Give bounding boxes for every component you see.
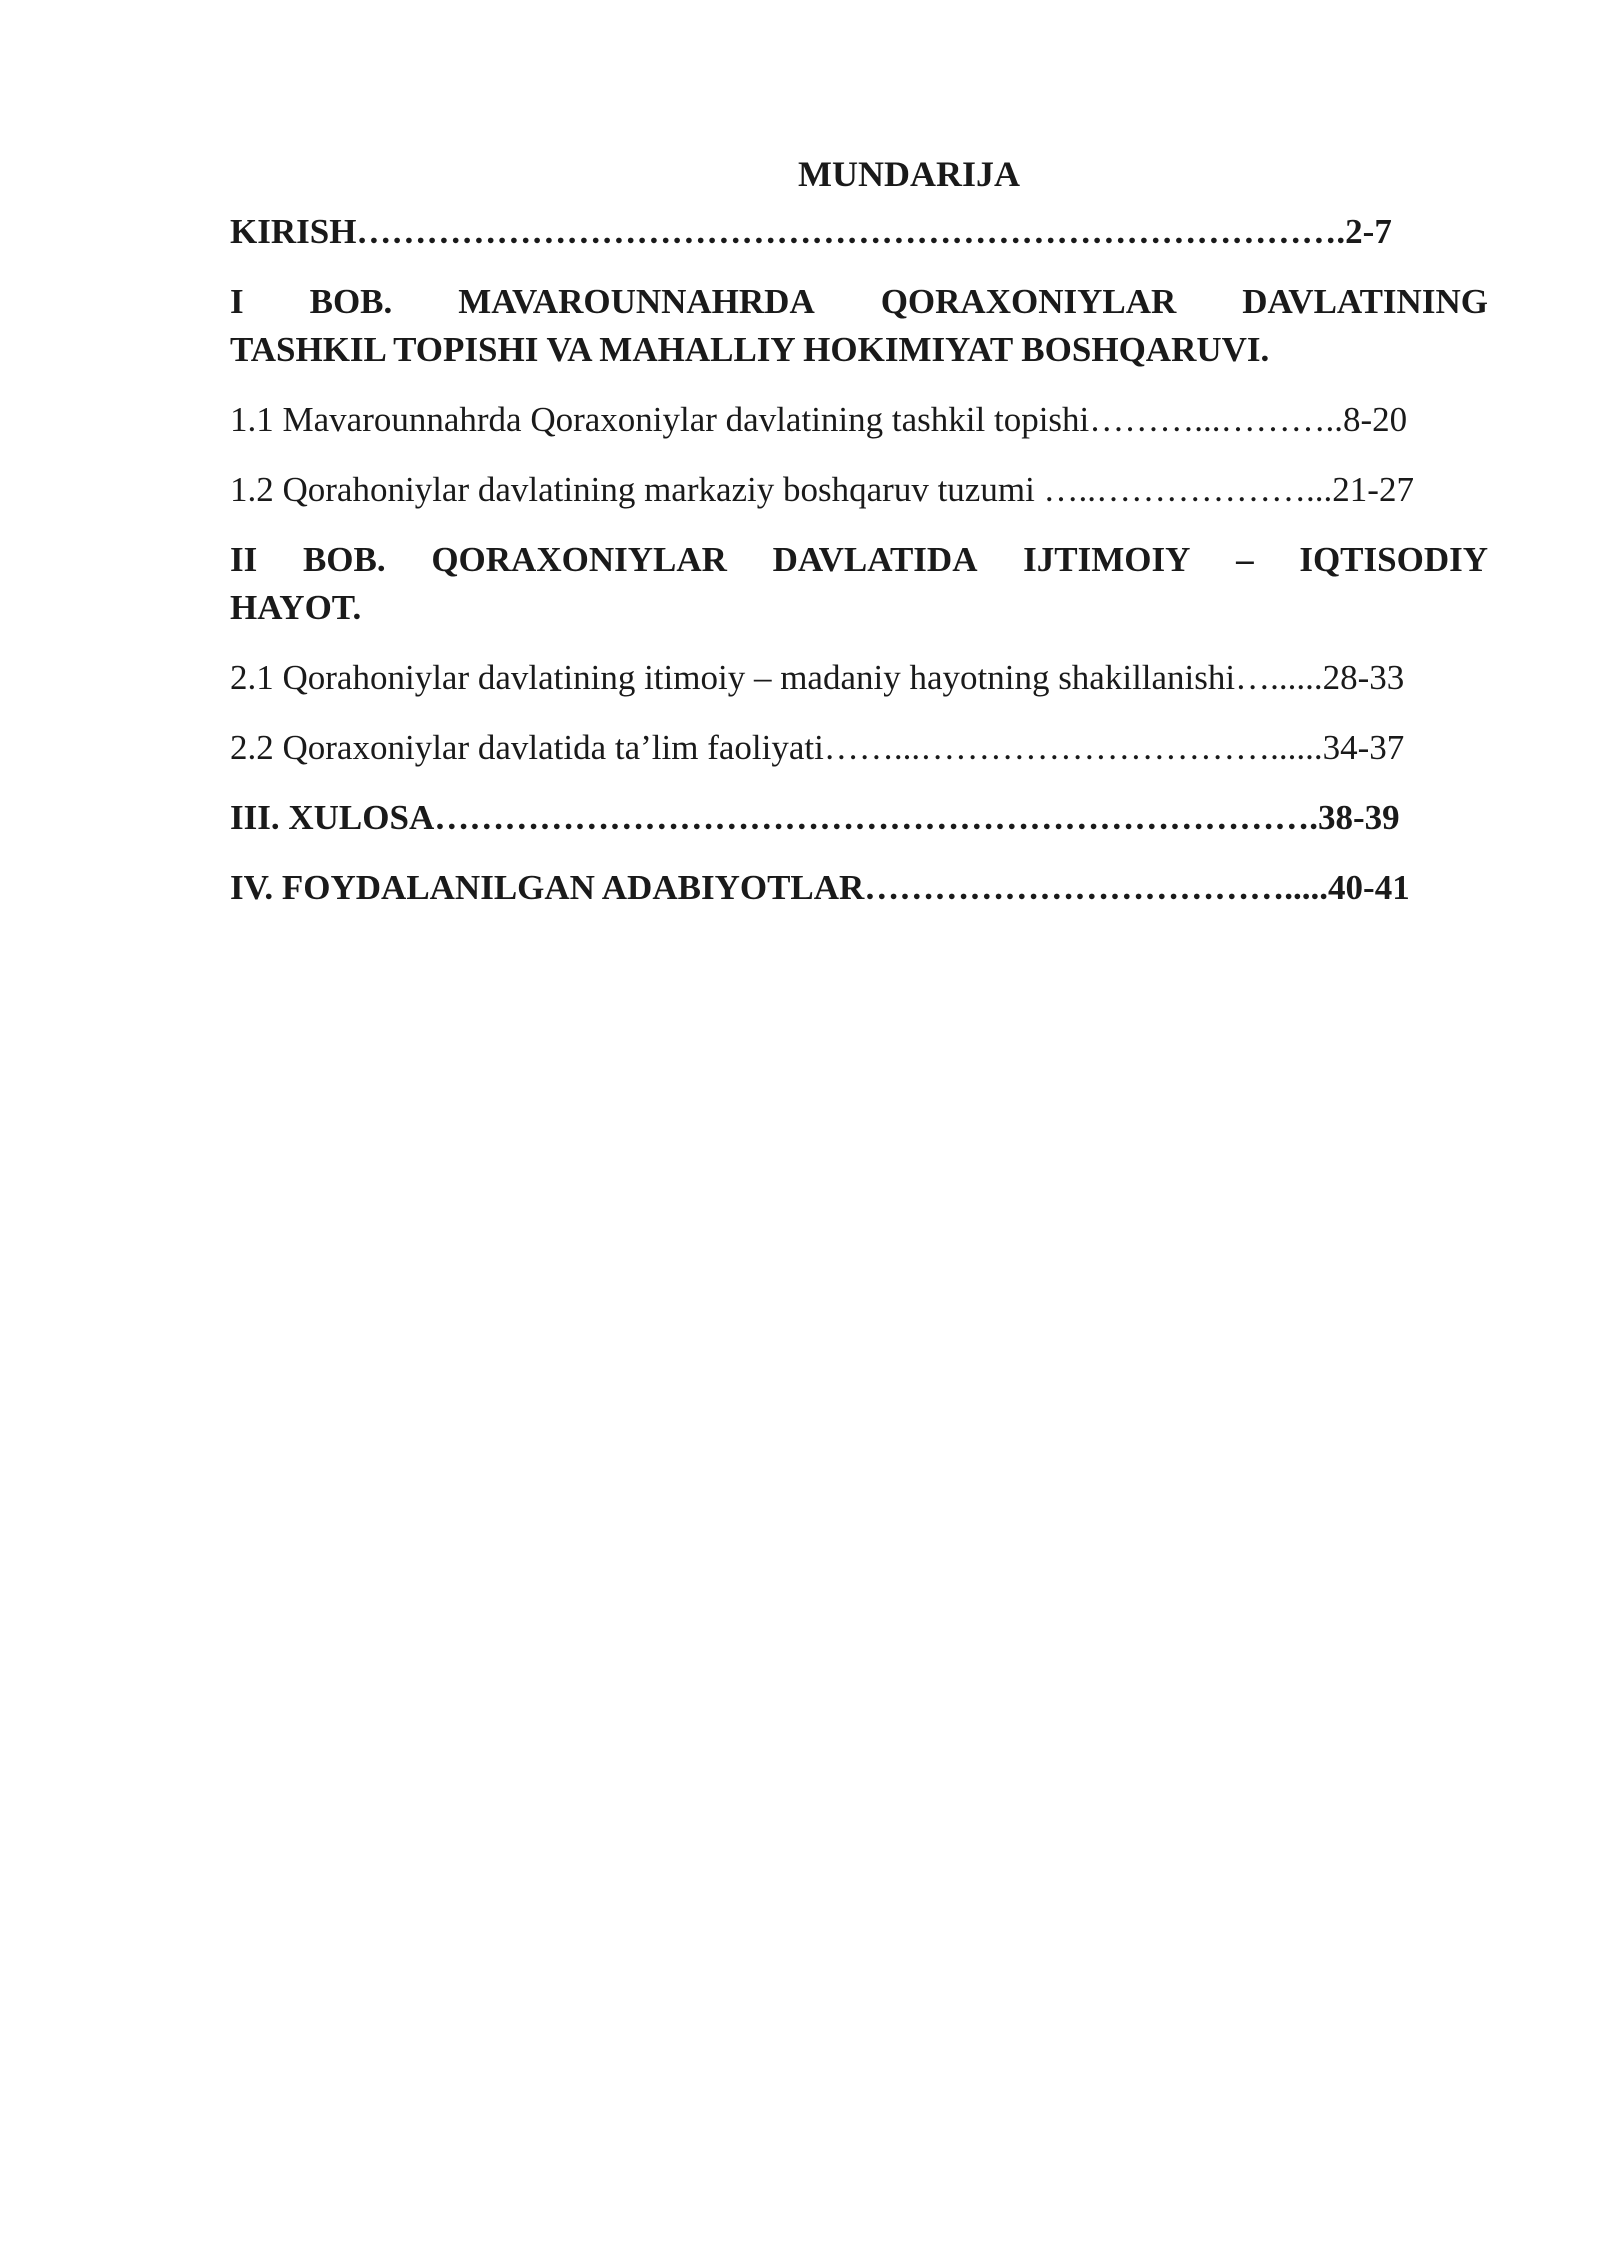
toc-chapter-2-heading (230, 536, 1488, 632)
toc-entry-1-1: 1.1 Mavarounnahrda Qoraxoniylar davlatining tashkil topishi………...………..8-20 (230, 400, 1408, 439)
toc-chapter-1-line2: TASHKIL TOPISHI VA MAHALLIY HOKIMIYAT BOSHQARUVI. (230, 330, 1270, 369)
toc-heading: MUNDARIJA (798, 154, 1020, 194)
toc-chapter-1-line1: I BOB. MAVAROUNNAHRDA QORAXONIYLAR DAVLATINING (230, 282, 1488, 321)
toc-chapter-1-heading (230, 278, 1488, 374)
toc-entry-1-2: 1.2 Qorahoniylar davlatining markaziy boshqaruv tuzumi …..………………...21-27 (230, 470, 1414, 509)
toc-chapter-2-line1: II BOB. QORAXONIYLAR DAVLATIDA IJTIMOIY – IQTISODIY (230, 540, 1488, 579)
toc-chapter-2-line2: HAYOT. (230, 588, 362, 627)
toc-entry-xulosa: III. XULOSA………………………………………………………………….38-39 (230, 798, 1400, 837)
toc-entry-2-2: 2.2 Qoraxoniylar davlatida ta’lim faoliyati……...…………………………......34-37 (230, 728, 1405, 767)
table-of-contents (230, 150, 1488, 912)
toc-entry-kirish: KIRISH………………………………………………………………………….2-7 (230, 212, 1392, 251)
toc-entry-2-1: 2.1 Qorahoniylar davlatining itimoiy – madaniy hayotning shakillanishi…......28-33 (230, 658, 1405, 697)
toc-entry-adabiyotlar: IV. FOYDALANILGAN ADABIYOTLAR……………………………….....40-41 (230, 868, 1410, 907)
